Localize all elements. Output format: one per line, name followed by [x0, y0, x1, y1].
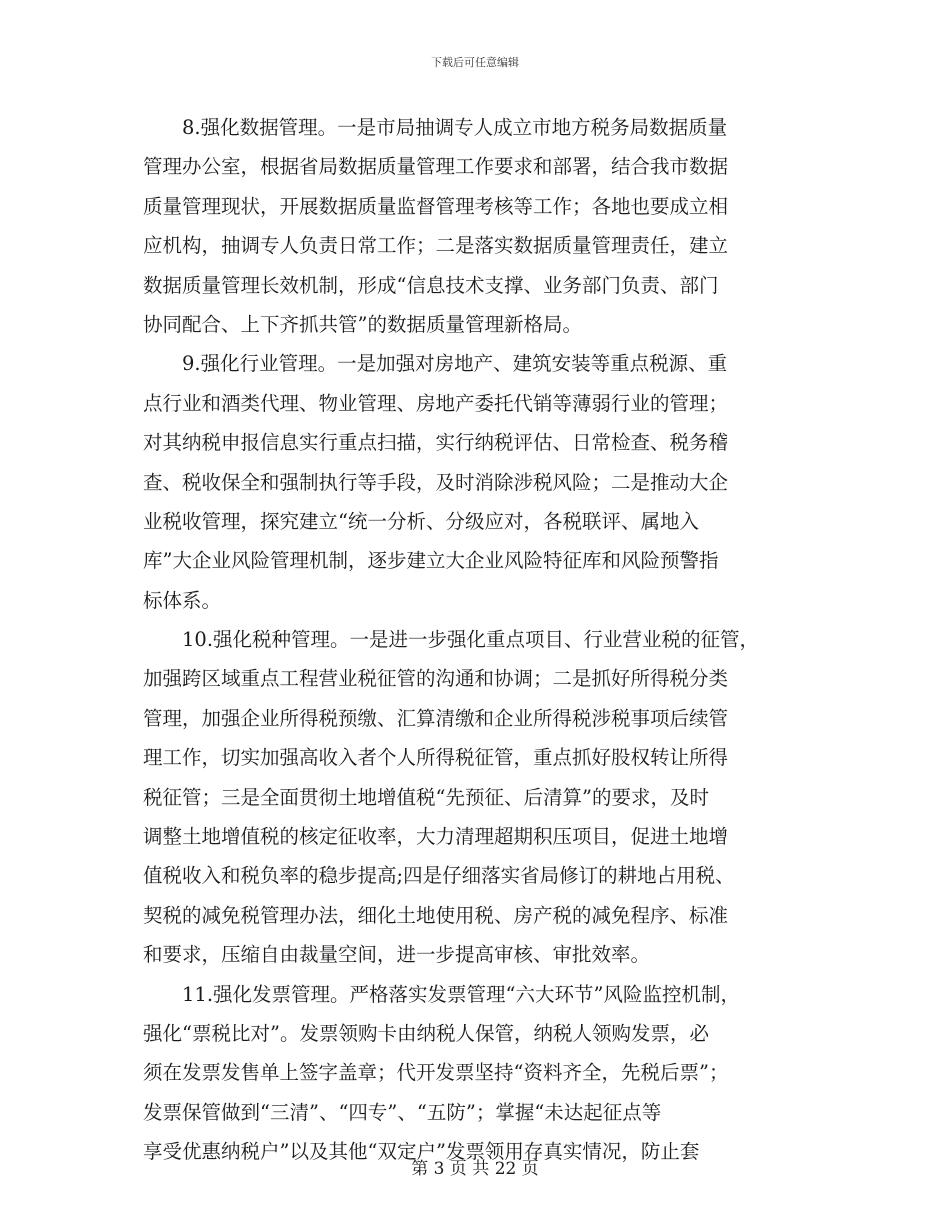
- text-line: 协同配合、上下齐抓共管”的数据质量管理新格局。: [143, 312, 582, 336]
- text-line: 应机构，抽调专人负责日常工作；二是落实数据质量管理责任，建立: [143, 234, 729, 258]
- text-line: 发票保管做到“三清”、“四专”、“五防”；掌握“未达起征点等: [143, 1100, 662, 1124]
- text-line: 理工作，切实加强高收入者个人所得税征管，重点抓好股权转让所得: [143, 746, 729, 770]
- text-line: 契税的减免税管理办法，细化土地使用税、房产税的减免程序、标准: [143, 903, 729, 927]
- page-header: 下载后可任意编辑: [431, 56, 519, 69]
- text-line: 须在发票发售单上签字盖章；代开发票坚持“资料齐全，先税后票”；: [143, 1061, 729, 1085]
- text-line: 数据质量管理长效机制，形成“信息技术支撑、业务部门负责、部门: [143, 273, 719, 297]
- paragraph: [143, 344, 803, 620]
- paragraph: [143, 620, 803, 975]
- text-line: 值税收入和税负率的稳步提高;四是仔细落实省局修订的耕地占用税、: [143, 864, 735, 888]
- text-line: 加强跨区域重点工程营业税征管的沟通和协调；二是抓好所得税分类: [143, 667, 729, 691]
- text-line: 查、税收保全和强制执行等手段，及时消除涉税风险；二是推动大企: [143, 470, 729, 494]
- text-line: 质量管理现状，开展数据质量监督管理考核等工作；各地也要成立相: [143, 194, 729, 218]
- text-line: 强化“票税比对”。发票领购卡由纳税人保管，纳税人领购发票，必: [143, 1021, 709, 1045]
- text-line: 8.强化数据管理。一是市局抽调专人成立市地方税务局数据质量: [182, 116, 728, 139]
- text-line: 和要求，压缩自由裁量空间，进一步提高审核、审批效率。: [143, 943, 651, 967]
- text-line: 调整土地增值税的核定征收率，大力清理超期积压项目，促进土地增: [143, 825, 729, 849]
- document-body: [143, 108, 803, 1172]
- text-line: 对其纳税申报信息实行重点扫描，实行纳税评估、日常检查、税务稽: [143, 431, 729, 455]
- text-line: 库”大企业风险管理机制，逐步建立大企业风险特征库和风险预警指: [143, 549, 719, 573]
- text-line: 管理办公室，根据省局数据质量管理工作要求和部署，结合我市数据: [143, 155, 729, 179]
- text-line: 10.强化税种管理。一是进一步强化重点项目、行业营业税的征管，: [182, 628, 760, 652]
- text-line: 享受优惠纳税户”以及其他“双定户”发票领用存真实情况，防止套: [143, 1140, 700, 1164]
- text-line: 管理，加强企业所得税预缴、汇算清缴和企业所得税涉税事项后续管: [143, 706, 729, 730]
- text-line: 11.强化发票管理。严格落实发票管理“六大环节”风险监控机制，: [182, 982, 740, 1006]
- text-line: 税征管；三是全面贯彻土地增值税“先预征、后清算”的要求，及时: [143, 785, 709, 809]
- text-line: 点行业和酒类代理、物业管理、房地产委托代销等薄弱行业的管理；: [143, 391, 729, 415]
- text-line: 9.强化行业管理。一是加强对房地产、建筑安装等重点税源、重: [182, 352, 728, 376]
- paragraph: [143, 975, 803, 1172]
- text-line: 标体系。: [143, 588, 222, 612]
- page-number: 第 3 页 共 22 页: [411, 1159, 539, 1179]
- paragraph: [143, 108, 803, 344]
- text-line: 业税收管理，探究建立“统一分析、分级应对，各税联评、属地入: [143, 509, 699, 533]
